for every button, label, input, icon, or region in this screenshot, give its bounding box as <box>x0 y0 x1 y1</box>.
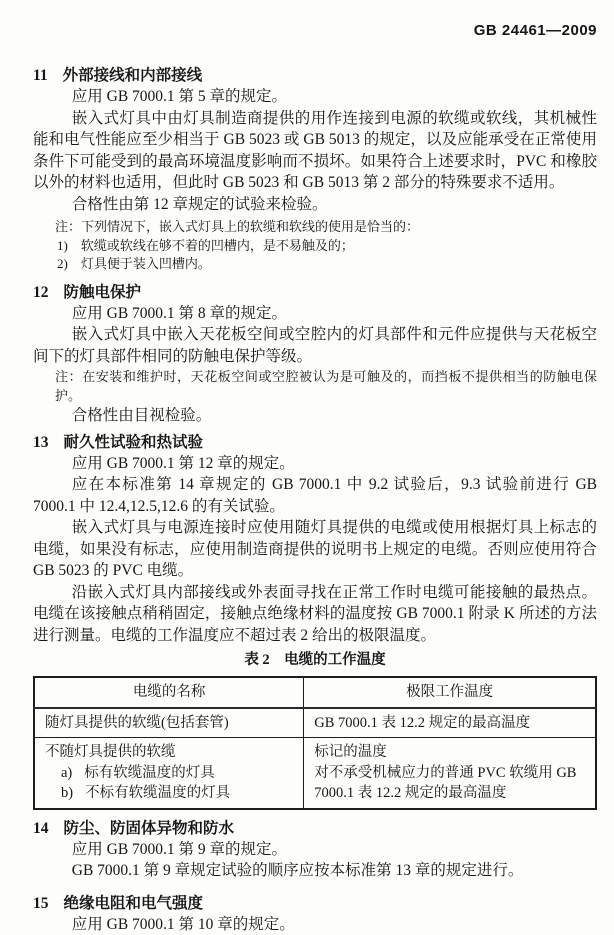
table-row <box>34 738 596 809</box>
section-14-title: 防尘、防固体异物和防水 <box>64 819 235 839</box>
table-caption: 表 2 电缆的工作温度 <box>33 651 597 670</box>
section-15 <box>33 894 597 935</box>
note-item-text: 软缆或软线在够不着的凹槽内，是不易触及的； <box>81 237 354 256</box>
list-text: 不标有软缆温度的灯具 <box>85 783 230 804</box>
table-header-row <box>34 677 596 708</box>
paragraph: 应用 GB 7000.1 第 9 章的规定。 <box>33 839 597 861</box>
cell-cable-name: 随灯具提供的软缆(包括套管) <box>34 708 304 738</box>
note: 注：下列情况下，嵌入式灯具上的软缆和软线的使用是恰当的： <box>55 218 597 237</box>
section-14-number: 14 <box>33 819 49 839</box>
section-13 <box>33 433 597 647</box>
cell-line <box>45 763 293 784</box>
paragraph: 应用 GB 7000.1 第 12 章的规定。 <box>33 453 597 475</box>
list-marker: a) <box>61 763 72 784</box>
table-header-cable-name: 电缆的名称 <box>34 677 304 708</box>
paragraph: 应用 GB 7000.1 第 5 章的规定。 <box>33 86 597 108</box>
paragraph: 沿嵌入式灯具内部接线或外表面寻找在正常工作时电缆可能接触的最热点。电缆在该接触点稍稍固定，接触点绝缘材料的温度按 GB 7000.1 附录 K 所述的方法进行测量。电缆的工作温度应不超过表 2 给出的极限温度。 <box>33 582 597 647</box>
section-11-number: 11 <box>33 66 48 86</box>
section-14 <box>33 819 597 882</box>
section-14-heading <box>33 819 597 839</box>
section-12 <box>33 283 597 427</box>
paragraph: 合格性由第 12 章规定的试验来检验。 <box>33 194 597 216</box>
note: 注：在安装和维护时，天花板空间或空腔被认为是可触及的，而挡板不提供相当的防触电保护。 <box>55 368 597 405</box>
paragraph: 嵌入式灯具中由灯具制造商提供的用作连接到电源的软缆或软线，其机械性能和电气性能应至少相当于 GB 5023 或 GB 5013 的规定，以及应能承受在正常使用条件下可能受到的最高环境温度影响而不损坏。如果符合上述要求时，PVC 和橡胶以外的材料也适用，但此时 GB 5023 和 GB 5013 第 2 部分的特殊要求不适用。 <box>33 108 597 194</box>
table-header-limit-temperature: 极限工作温度 <box>304 677 596 708</box>
section-11-title: 外部接线和内部接线 <box>63 66 203 86</box>
paragraph: 应用 GB 7000.1 第 10 章的规定。 <box>33 914 597 935</box>
section-12-number: 12 <box>33 283 49 303</box>
cable-working-temperature-table <box>33 676 597 810</box>
standard-number: GB 24461—2009 <box>33 22 597 40</box>
cell-line <box>45 783 293 804</box>
cell-cable-name <box>34 738 304 809</box>
note-list-item <box>57 255 597 274</box>
paragraph: 嵌入式灯具中嵌入天花板空间或空腔内的灯具部件和元件应提供与天花板空间下的灯具部件相同的防触电保护等级。 <box>33 324 597 367</box>
paragraph: 合格性由目视检验。 <box>33 405 597 427</box>
list-text: 标有软缆温度的灯具 <box>84 763 215 784</box>
section-13-number: 13 <box>33 433 49 453</box>
note-item-text: 灯具便于装入凹槽内。 <box>81 255 211 274</box>
section-15-number: 15 <box>33 894 49 914</box>
section-12-heading <box>33 283 597 303</box>
cell-line: 不随灯具提供的软缆 <box>45 742 293 763</box>
section-13-heading <box>33 433 597 453</box>
cell-line: 标记的温度 <box>314 742 585 763</box>
section-15-heading <box>33 894 597 914</box>
paragraph: 应在本标准第 14 章规定的 GB 7000.1 中 9.2 试验后，9.3 试验前进行 GB 7000.1 中 12.4,12.5,12.6 的有关试验。 <box>33 474 597 517</box>
paragraph: GB 7000.1 第 9 章规定试验的顺序应按本标准第 13 章的规定进行。 <box>33 860 597 882</box>
note-item-number: 1) <box>57 237 68 256</box>
table-row <box>34 708 596 738</box>
section-12-title: 防触电保护 <box>64 283 142 303</box>
section-11-heading <box>33 66 597 86</box>
paragraph: 嵌入式灯具与电源连接时应使用随灯具提供的电缆或使用根据灯具上标志的电缆，如果没有标志，应使用制造商提供的说明书上规定的电缆。否则应使用符合 GB 5023 的 PVC 电缆。 <box>33 517 597 582</box>
note-list-item <box>57 237 597 256</box>
note-item-number: 2) <box>57 255 68 274</box>
list-marker: b) <box>61 783 73 804</box>
cell-line: 对不承受机械应力的普通 PVC 软缆用 GB 7000.1 表 12.2 规定的最高温度 <box>314 763 585 804</box>
section-13-title: 耐久性试验和热试验 <box>64 433 204 453</box>
section-11 <box>33 66 597 274</box>
cell-limit-temperature <box>304 738 596 809</box>
section-15-title: 绝缘电阻和电气强度 <box>64 894 204 914</box>
cell-limit-temperature: GB 7000.1 表 12.2 规定的最高温度 <box>304 708 596 738</box>
paragraph: 应用 GB 7000.1 第 8 章的规定。 <box>33 303 597 325</box>
